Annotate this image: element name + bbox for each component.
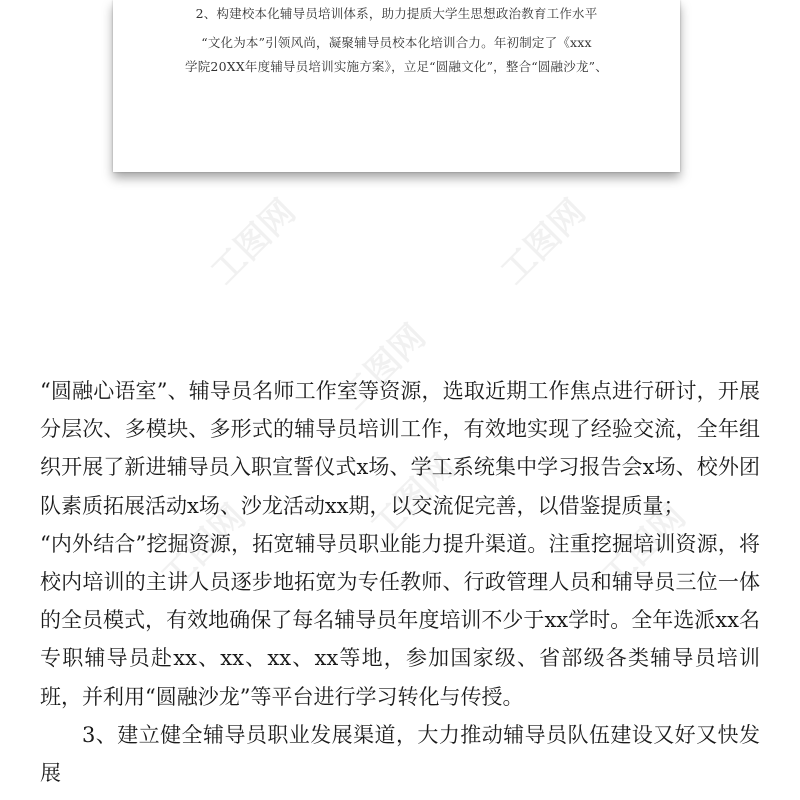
watermark: 工图网 xyxy=(203,191,304,293)
card-text-line: 学院20XX年度辅导员培训实施方案》，立足“圆融文化”，整合“圆融沙龙”、 xyxy=(185,59,608,74)
paragraph-inner-outer: “内外结合”挖掘资源，拓宽辅导员职业能力提升渠道。注重挖掘培训资源，将校内培训的主讲人员逐步地拓宽为专任教师、行政管理人员和辅导员三位一体的全员模式，有效地确保了每名辅导员年度培训不少于xx学时。全年选派xx名专职辅导员赴xx、xx、xx、xx等地，参加国家级、省部级各类辅导员培训班，并利用“圆融沙龙”等平台进行学习转化与传授。 xyxy=(40,531,760,709)
watermark: 工图网 xyxy=(333,316,434,418)
watermark: 工图网 xyxy=(593,496,694,598)
card-heading-line: 2、构建校本化辅导员培训体系，助力提质大学生思想政治教育工作水平 xyxy=(195,6,598,21)
preview-card xyxy=(113,0,680,172)
paragraph-continued: “圆融心语室”、辅导员名师工作室等资源，选取近期工作焦点进行研讨，开展分层次、多模块、多形式的辅导员培训工作，有效地实现了经验交流，全年组织开展了新进辅导员入职宣誓仪式x场、学工系统集中学习报告会x场、校外团队素质拓展活动x场、沙龙活动xx期，以交流促完善，以借鉴提质量； xyxy=(40,379,760,518)
watermark: 工图网 xyxy=(363,446,464,548)
body-text xyxy=(40,372,760,792)
card-text-line: “文化为本”引领风尚，凝聚辅导员校本化培训合力。年初制定了《xxx xyxy=(201,35,592,50)
section-heading-3: 3、建立健全辅导员职业发展渠道，大力推动辅导员队伍建设又好又快发展 xyxy=(40,722,760,786)
watermark: 工图网 xyxy=(153,496,254,598)
watermark: 工图网 xyxy=(493,191,594,293)
